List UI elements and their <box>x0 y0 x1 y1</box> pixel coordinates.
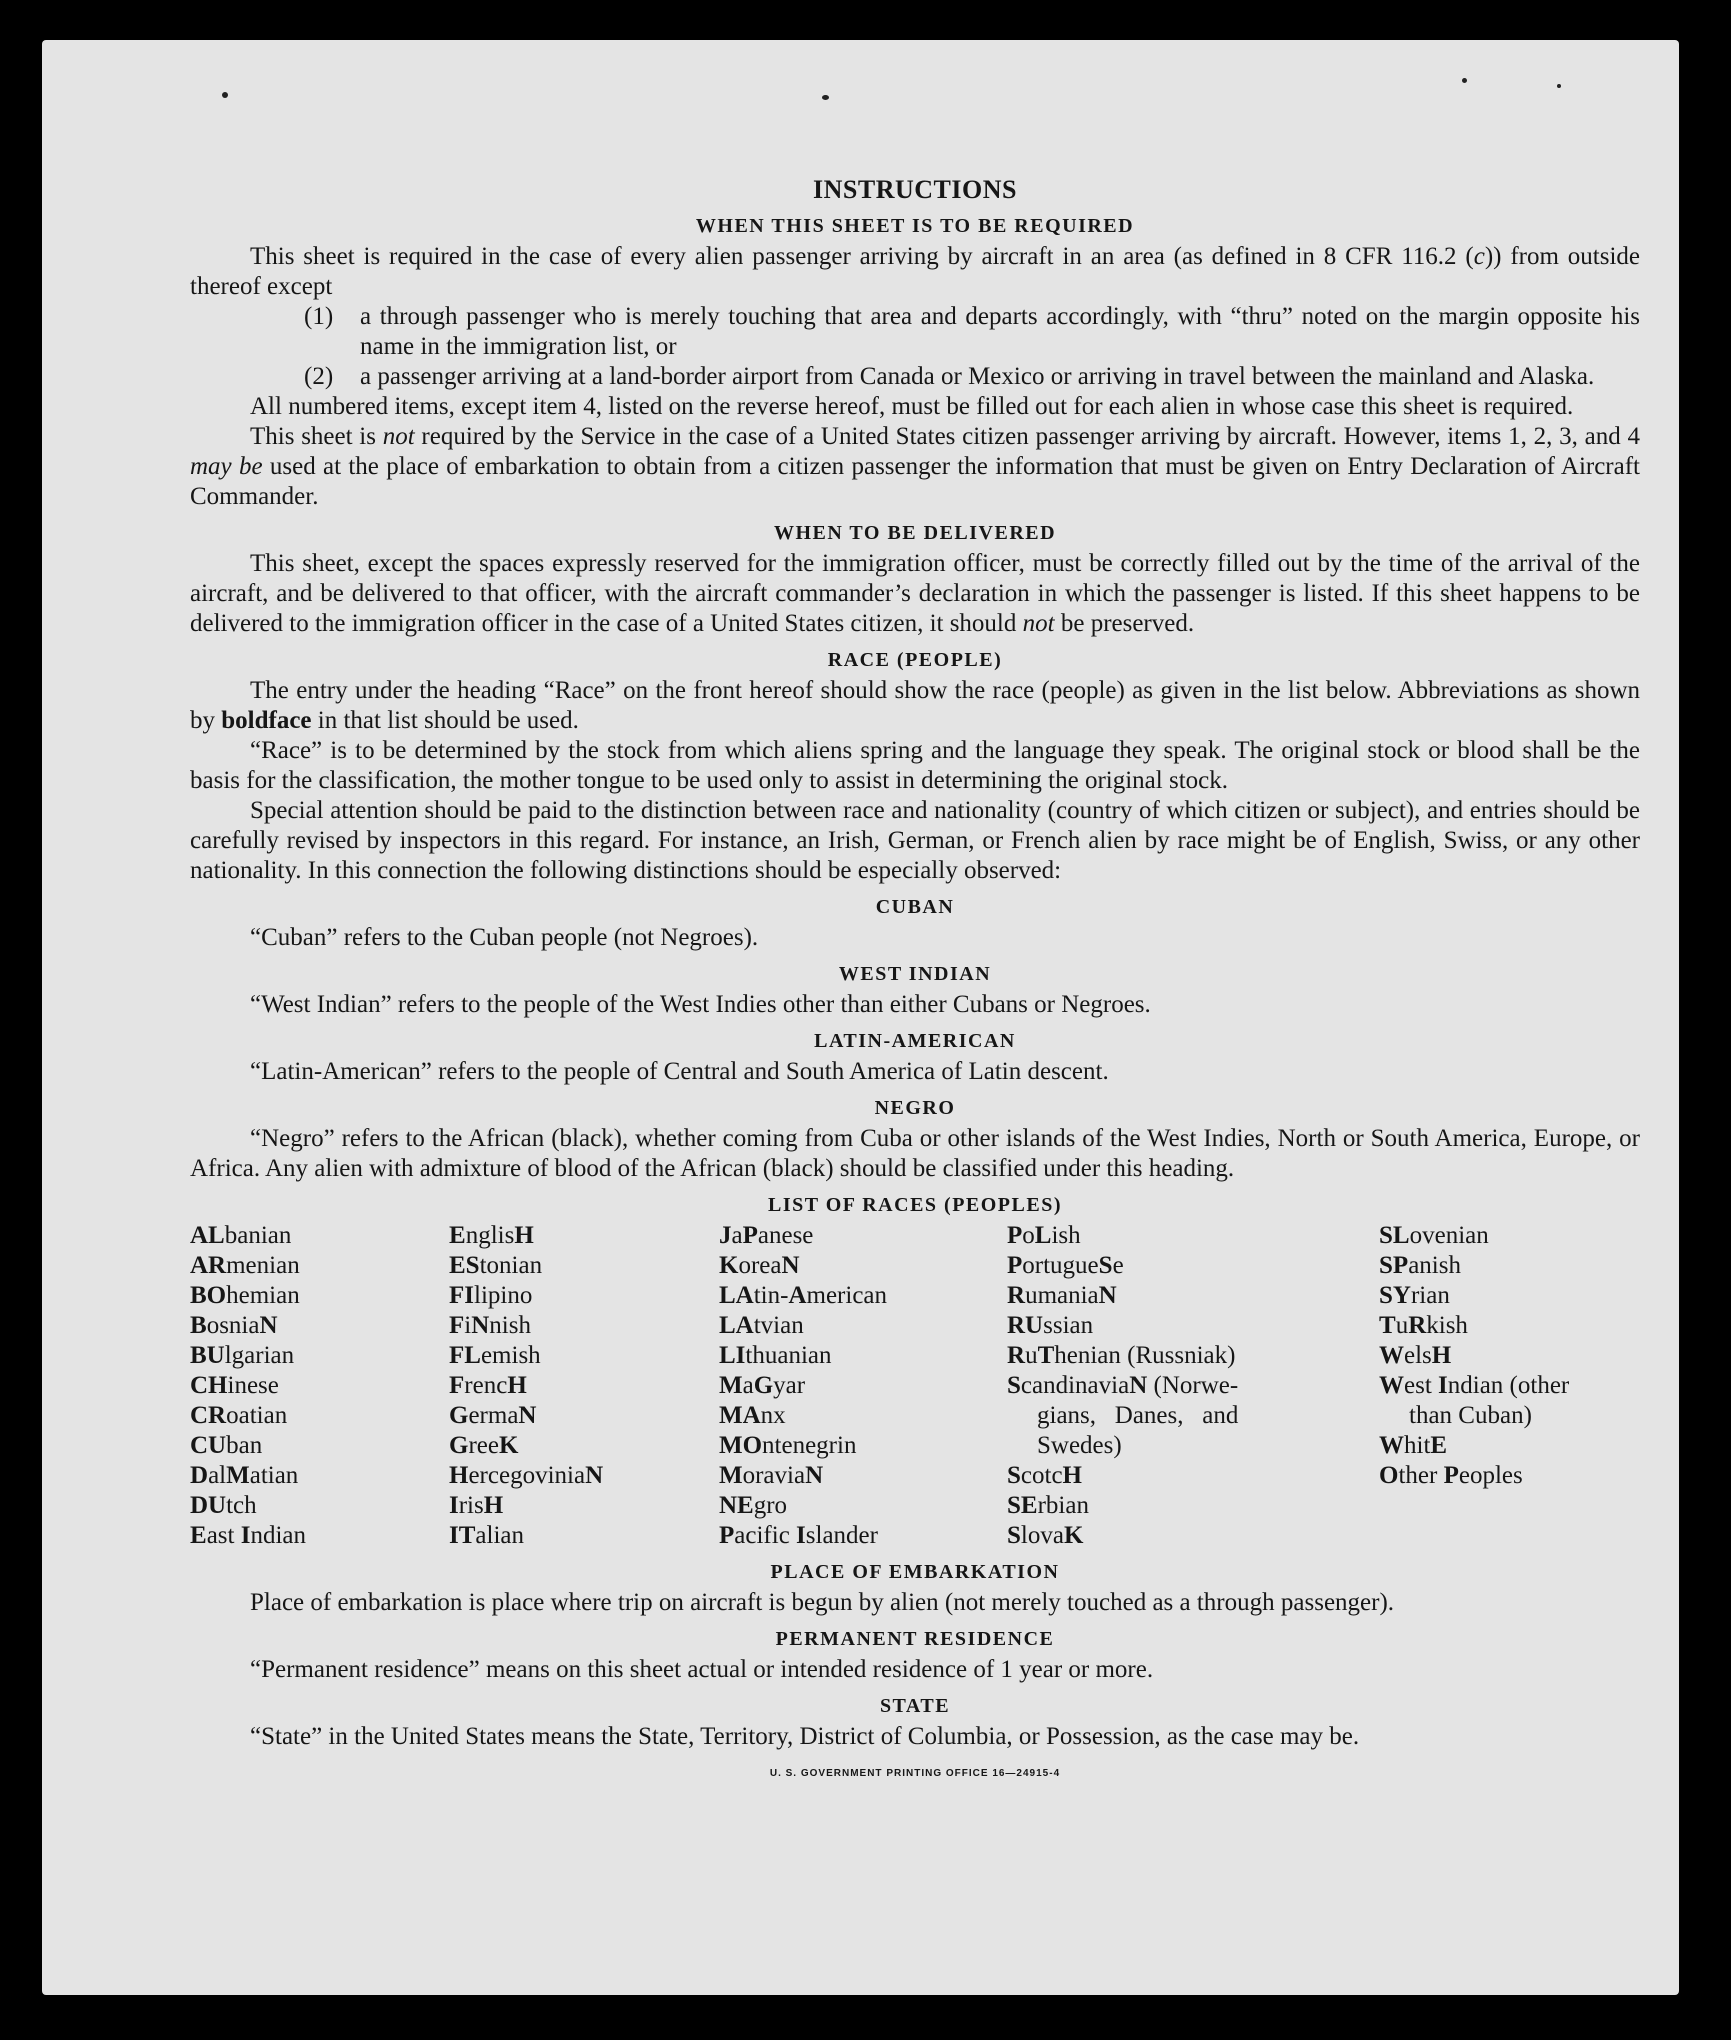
race-entry: LIthuanian <box>719 1342 832 1369</box>
paragraph-delivered: This sheet, except the spaces expressly reserved for the immigration officer, must be correctly filled out by the time of the arrival of the aircraft, and be delivered to that officer, with the aircraft commander’s declaration in which the passenger is listed. If this sheet happens to be delivered to the immigration officer in the case of a United States citizen, it should not be preserved. <box>190 550 1640 637</box>
heading-embarkation: PLACE OF EMBARKATION <box>770 1561 1060 1583</box>
heading-permanent-residence: PERMANENT RESIDENCE <box>775 1628 1055 1650</box>
race-entry: ALbanian <box>190 1222 292 1249</box>
paragraph-race-nationality: Special attention should be paid to the distinction between race and nationality (country of which citizen or subject), and entries should be carefully revised by inspectors in this regard. For instance, an Irish, German, or French alien by race might be of English, Swiss, or any other nationality. In this connection the following distinctions should be especially observed: <box>190 797 1640 884</box>
race-entry: Pacific Islander <box>719 1522 878 1549</box>
speck <box>822 95 829 100</box>
race-entry: West Indian (other <box>1379 1372 1570 1399</box>
race-entry: MOntenegrin <box>719 1432 857 1459</box>
race-entry: WhitE <box>1379 1432 1448 1459</box>
race-entry: DalMatian <box>190 1462 299 1489</box>
race-entry: SPanish <box>1379 1252 1461 1279</box>
race-entry: GermaN <box>449 1402 537 1429</box>
race-entry: MoraviaN <box>719 1462 824 1489</box>
heading-when-required: WHEN THIS SHEET IS TO BE REQUIRED <box>695 215 1135 237</box>
race-entry: KoreaN <box>719 1252 800 1279</box>
race-entry: TuRkish <box>1379 1312 1468 1339</box>
heading-west-indian: WEST INDIAN <box>838 963 992 985</box>
race-entry: SLovenian <box>1379 1222 1489 1249</box>
race-entry: FIlipino <box>449 1282 533 1309</box>
race-entry: CUban <box>190 1432 263 1459</box>
race-entry: RuThenian (Russniak) <box>1007 1342 1236 1369</box>
paragraph-latin-american: “Latin-American” refers to the people of Central and South America of Latin descent. <box>250 1058 1109 1085</box>
race-entry: RumaniaN <box>1007 1282 1117 1309</box>
exception-item-2: (2) a passenger arriving at a land-border airport from Canada or Mexico or arriving in travel between the mainland and Alaska. <box>304 363 1595 390</box>
speck <box>1557 84 1561 88</box>
heading-list-of-races: LIST OF RACES (PEOPLES) <box>767 1194 1062 1216</box>
race-entry: Other Peoples <box>1379 1462 1523 1489</box>
race-entry: LAtvian <box>719 1312 804 1339</box>
heading-when-delivered: WHEN TO BE DELIVERED <box>773 522 1057 544</box>
race-entry: BOhemian <box>190 1282 300 1309</box>
races-column-3 <box>719 1221 1007 1551</box>
paragraph-required: This sheet is required in the case of every alien passenger arriving by aircraft in an area (as defined in 8 CFR 116.2 (c)) from outside thereof except <box>190 243 1640 300</box>
paragraph-citizen: This sheet is not required by the Service in the case of a United States citizen passenger arriving by aircraft. However, items 1, 2, 3, and 4 may be used at the place of embarkation to obtain from a citizen passenger the information that must be given on Entry Declaration of Aircraft Commander. <box>190 423 1641 510</box>
race-entry: MAnx <box>719 1402 786 1429</box>
document-sheet <box>42 40 1679 1995</box>
race-entry: WelsH <box>1379 1342 1452 1369</box>
race-entry: IrisH <box>449 1492 504 1519</box>
races-column-1 <box>190 1221 449 1551</box>
heading-cuban: CUBAN <box>875 896 955 918</box>
heading-negro: NEGRO <box>874 1097 956 1119</box>
race-entry: HercegoviniaN <box>449 1462 604 1489</box>
race-entry: LAtin-American <box>719 1282 888 1309</box>
races-list <box>190 1221 1640 1551</box>
paragraph-numbered-items: All numbered items, except item 4, listed on the reverse hereof, must be filled out for each alien in whose case this sheet is required. <box>250 393 1574 420</box>
heading-latin-american: LATIN-AMERICAN <box>814 1030 1016 1052</box>
paragraph-state: “State” in the United States means the State, Territory, District of Columbia, or Possession, as the case may be. <box>250 1723 1360 1750</box>
paragraph-embarkation: Place of embarkation is place where trip on aircraft is begun by alien (not merely touched as a through passenger). <box>250 1589 1395 1616</box>
race-entry: DUtch <box>190 1492 257 1519</box>
race-entry: ScotcH <box>1007 1462 1082 1489</box>
document-body <box>190 175 1640 1779</box>
race-entry: East Indian <box>190 1522 306 1549</box>
race-entry: EnglisH <box>449 1222 534 1249</box>
race-entry: EStonian <box>449 1252 543 1279</box>
race-entry: BUlgarian <box>190 1342 295 1369</box>
paragraph-race-entry: The entry under the heading “Race” on the front hereof should show the race (people) as given in the list below. Abbreviations as shown by boldface in that list should be used. <box>190 677 1640 734</box>
heading-race: RACE (PEOPLE) <box>827 649 1003 671</box>
race-entry: ScandinaviaN (Norwe- <box>1007 1372 1239 1399</box>
race-entry: SYrian <box>1379 1282 1450 1309</box>
printing-office-footer: U. S. GOVERNMENT PRINTING OFFICE 16—24915-4 <box>769 1768 1061 1779</box>
race-entry: CRoatian <box>190 1402 288 1429</box>
race-entry: PoLish <box>1007 1222 1081 1249</box>
page-title: INSTRUCTIONS <box>813 175 1017 204</box>
race-entry: ITalian <box>449 1522 524 1549</box>
race-entry-continuation: gians, Danes, and Swedes) <box>1037 1402 1239 1459</box>
race-entry: RUssian <box>1007 1312 1094 1339</box>
races-column-2 <box>449 1221 719 1551</box>
race-entry: NEgro <box>719 1492 788 1519</box>
paragraph-west-indian: “West Indian” refers to the people of the West Indies other than either Cubans or Negroes. <box>250 991 1151 1018</box>
paragraph-race-stock: “Race” is to be determined by the stock from which aliens spring and the language they speak. The original stock or blood shall be the basis for the classification, the mother tongue to be used only to assist in determining the original stock. <box>190 737 1640 794</box>
race-entry: GreeK <box>449 1432 519 1459</box>
race-entry: PortugueSe <box>1007 1252 1124 1279</box>
speck <box>1462 78 1467 83</box>
race-entry-continuation: than Cuban) <box>1409 1402 1532 1429</box>
races-column-4 <box>1007 1221 1379 1551</box>
race-entry: ARmenian <box>190 1252 300 1279</box>
race-entry: FrencH <box>449 1372 527 1399</box>
paragraph-negro: “Negro” refers to the African (black), whether coming from Cuba or other islands of the West Indies, North or South America, Europe, or Africa. Any alien with admixture of blood of the African (black) should be classified under this heading. <box>190 1125 1640 1182</box>
paragraph-permanent-residence: “Permanent residence” means on this sheet actual or intended residence of 1 year or more. <box>250 1656 1154 1683</box>
heading-state: STATE <box>879 1695 951 1717</box>
race-entry: MaGyar <box>719 1372 806 1399</box>
race-entry: JaPanese <box>719 1222 814 1249</box>
race-entry: FiNnish <box>449 1312 531 1339</box>
speck <box>222 92 228 98</box>
races-column-5 <box>1379 1221 1640 1551</box>
exception-item-1: (1) a through passenger who is merely touching that area and departs accordingly, with “thru” noted on the margin opposite his name in the immigration list, or <box>304 303 1640 360</box>
race-entry: SErbian <box>1007 1492 1089 1519</box>
paragraph-cuban: “Cuban” refers to the Cuban people (not Negroes). <box>250 924 759 951</box>
race-entry: SlovaK <box>1007 1522 1084 1549</box>
race-entry: CHinese <box>190 1372 279 1399</box>
race-entry: FLemish <box>449 1342 541 1369</box>
race-entry: BosniaN <box>190 1312 278 1339</box>
